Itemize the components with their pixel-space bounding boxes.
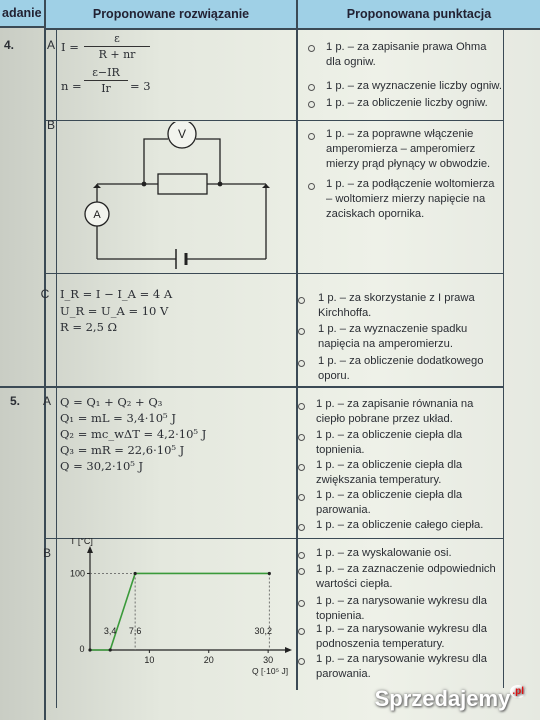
data-label: 30,2 <box>254 626 273 636</box>
bullet-icon <box>298 568 305 575</box>
scoring-item: 1 p. – za obliczenie liczby ogniw. <box>326 97 488 109</box>
bullet-icon <box>298 360 305 367</box>
bullet-icon <box>298 552 305 559</box>
grid-hline <box>44 120 504 121</box>
eq1-lhs: I = <box>61 40 79 54</box>
bullet-icon <box>298 524 305 531</box>
bullet-icon <box>298 403 305 410</box>
grid-hline <box>44 273 504 274</box>
y-tick-label: 100 <box>69 568 85 579</box>
x-tick-label: 0 <box>79 644 85 654</box>
data-point <box>268 572 271 575</box>
grid-vline <box>296 0 298 690</box>
header-col-task <box>0 0 44 28</box>
x-axis-arrow-icon <box>285 647 292 653</box>
eq2-denominator: Ir <box>101 82 111 95</box>
resistor-symbol <box>158 174 207 194</box>
data-point <box>88 648 91 651</box>
eq1-fraction <box>84 32 150 61</box>
bullet-icon <box>308 45 315 52</box>
part-label: B <box>46 118 55 132</box>
scoring-item: 1 p. – za obliczenie ciepła dla topnienia. <box>316 429 463 456</box>
grid-hline <box>0 386 504 388</box>
header-solution-label: Proponowane rozwiązanie <box>92 7 250 21</box>
series-line <box>90 573 269 650</box>
solution-line: Q₂ = mc_wΔT = 4,2·10⁵ J <box>60 427 207 441</box>
solution-line: R = 2,5 Ω <box>60 320 118 334</box>
bullet-icon <box>308 84 315 91</box>
scoring-item: 1 p. – za obliczenie dodatkowego oporu. <box>318 355 484 382</box>
scoring-item: 1 p. – za wyznaczenie liczby ogniw. <box>326 80 502 92</box>
eq2-lhs: n = <box>61 79 82 93</box>
bullet-icon <box>308 183 315 190</box>
solution-line: Q₁ = mL = 3,4·10⁵ J <box>60 411 176 425</box>
scoring-item: 1 p. – za zapisanie prawa Ohma dla ogniw. <box>326 41 487 68</box>
scoring-item: 1 p. – za obliczenie ciepła dla parowania. <box>316 489 463 516</box>
header-task-label: adanie <box>2 6 42 20</box>
solution-line: U_R = U_A = 10 V <box>60 304 169 318</box>
solution-line: Q₃ = mR = 22,6·10⁵ J <box>60 443 185 457</box>
data-point <box>109 648 112 651</box>
data-label: 7,6 <box>128 626 142 636</box>
scoring-item: 1 p. – za narysowanie wykresu dla topnienia. <box>316 595 488 622</box>
fraction-bar <box>84 80 128 81</box>
bullet-icon <box>308 101 315 108</box>
x-axis-label: Q [·10⁵ J] <box>252 666 289 676</box>
temperature-heat-chart <box>60 538 292 683</box>
x-tick-label: 10 <box>144 655 155 665</box>
scoring-item: 1 p. – za wyskalowanie osi. <box>316 547 452 559</box>
solution-line: I_R = I − I_A = 4 A <box>60 287 173 301</box>
bullet-icon <box>308 133 315 140</box>
junction-dot <box>142 182 147 187</box>
data-label: 3,4 <box>103 626 117 636</box>
header-col-scoring <box>298 0 540 30</box>
y-axis-label: T [°C] <box>70 538 93 546</box>
part-label: C <box>40 287 50 301</box>
bullet-icon <box>298 464 305 471</box>
scoring-item: 1 p. – za podłączenie woltomierza – woltomierz mierzy napięcie na zaciskach opornika. <box>326 178 495 220</box>
part-label: B <box>42 546 51 560</box>
scoring-item: 1 p. – za narysowanie wykresu dla parowania. <box>316 653 488 680</box>
scoring-item: 1 p. – za zapisanie równania na ciepło pobrane przez układ. <box>316 398 474 425</box>
watermark-logo <box>375 686 526 712</box>
solution-line: Q = 30,2·10⁵ J <box>60 459 144 473</box>
bullet-icon <box>298 494 305 501</box>
ammeter-label: A <box>93 209 101 221</box>
eq2-rhs: = 3 <box>130 79 151 93</box>
fraction-bar <box>84 46 150 47</box>
scoring-item: 1 p. – za wyznaczenie spadku napięcia na amperomierzu. <box>318 323 468 350</box>
eq2-numerator: ε−IR <box>92 66 120 79</box>
x-tick-label: 20 <box>203 655 214 665</box>
solution-line: Q = Q₁ + Q₂ + Q₃ <box>60 395 163 409</box>
bullet-icon <box>298 434 305 441</box>
grid-vline <box>503 28 504 688</box>
grid-vline <box>56 28 57 708</box>
scoring-item: 1 p. – za obliczenie ciepła dla zwiększania temperatury. <box>316 459 463 486</box>
data-point <box>134 572 137 575</box>
x-tick-label: 30 <box>263 655 274 665</box>
scoring-item: 1 p. – za narysowanie wykresu dla podnoszenia temperatury. <box>316 623 488 650</box>
y-axis-arrow-icon <box>87 546 93 553</box>
task-number: 4. <box>4 38 15 52</box>
watermark-text: Sprzedajemy <box>374 686 511 711</box>
eq2-fraction <box>84 66 128 95</box>
eq1-denominator: R + nr <box>98 48 136 61</box>
bullet-icon <box>298 600 305 607</box>
header-col-solution <box>46 0 296 30</box>
part-label: A <box>46 38 55 52</box>
voltmeter-label: V <box>177 127 187 141</box>
header-scoring-label: Proponowana punktacja <box>346 7 492 21</box>
task-number: 5. <box>10 394 21 408</box>
bullet-icon <box>298 297 305 304</box>
circuit-diagram <box>60 122 292 270</box>
junction-dot <box>218 182 223 187</box>
bullet-icon <box>298 658 305 665</box>
bullet-icon <box>298 628 305 635</box>
scoring-item: 1 p. – za zaznaczenie odpowiednich wartości ciepła. <box>316 563 496 590</box>
watermark-suffix: .pl <box>512 686 524 697</box>
bullet-icon <box>298 328 305 335</box>
scoring-item: 1 p. – za skorzystanie z I prawa Kirchhoffa. <box>318 292 475 319</box>
scoring-item: 1 p. – za poprawne włączenie amperomierza – amperomierz mierzy prąd płynący w obwodzie. <box>326 128 491 170</box>
eq1-numerator: ε <box>114 32 120 45</box>
scoring-item: 1 p. – za obliczenie całego ciepła. <box>316 519 484 531</box>
grid-vline <box>44 0 46 720</box>
part-label: A <box>42 394 51 408</box>
